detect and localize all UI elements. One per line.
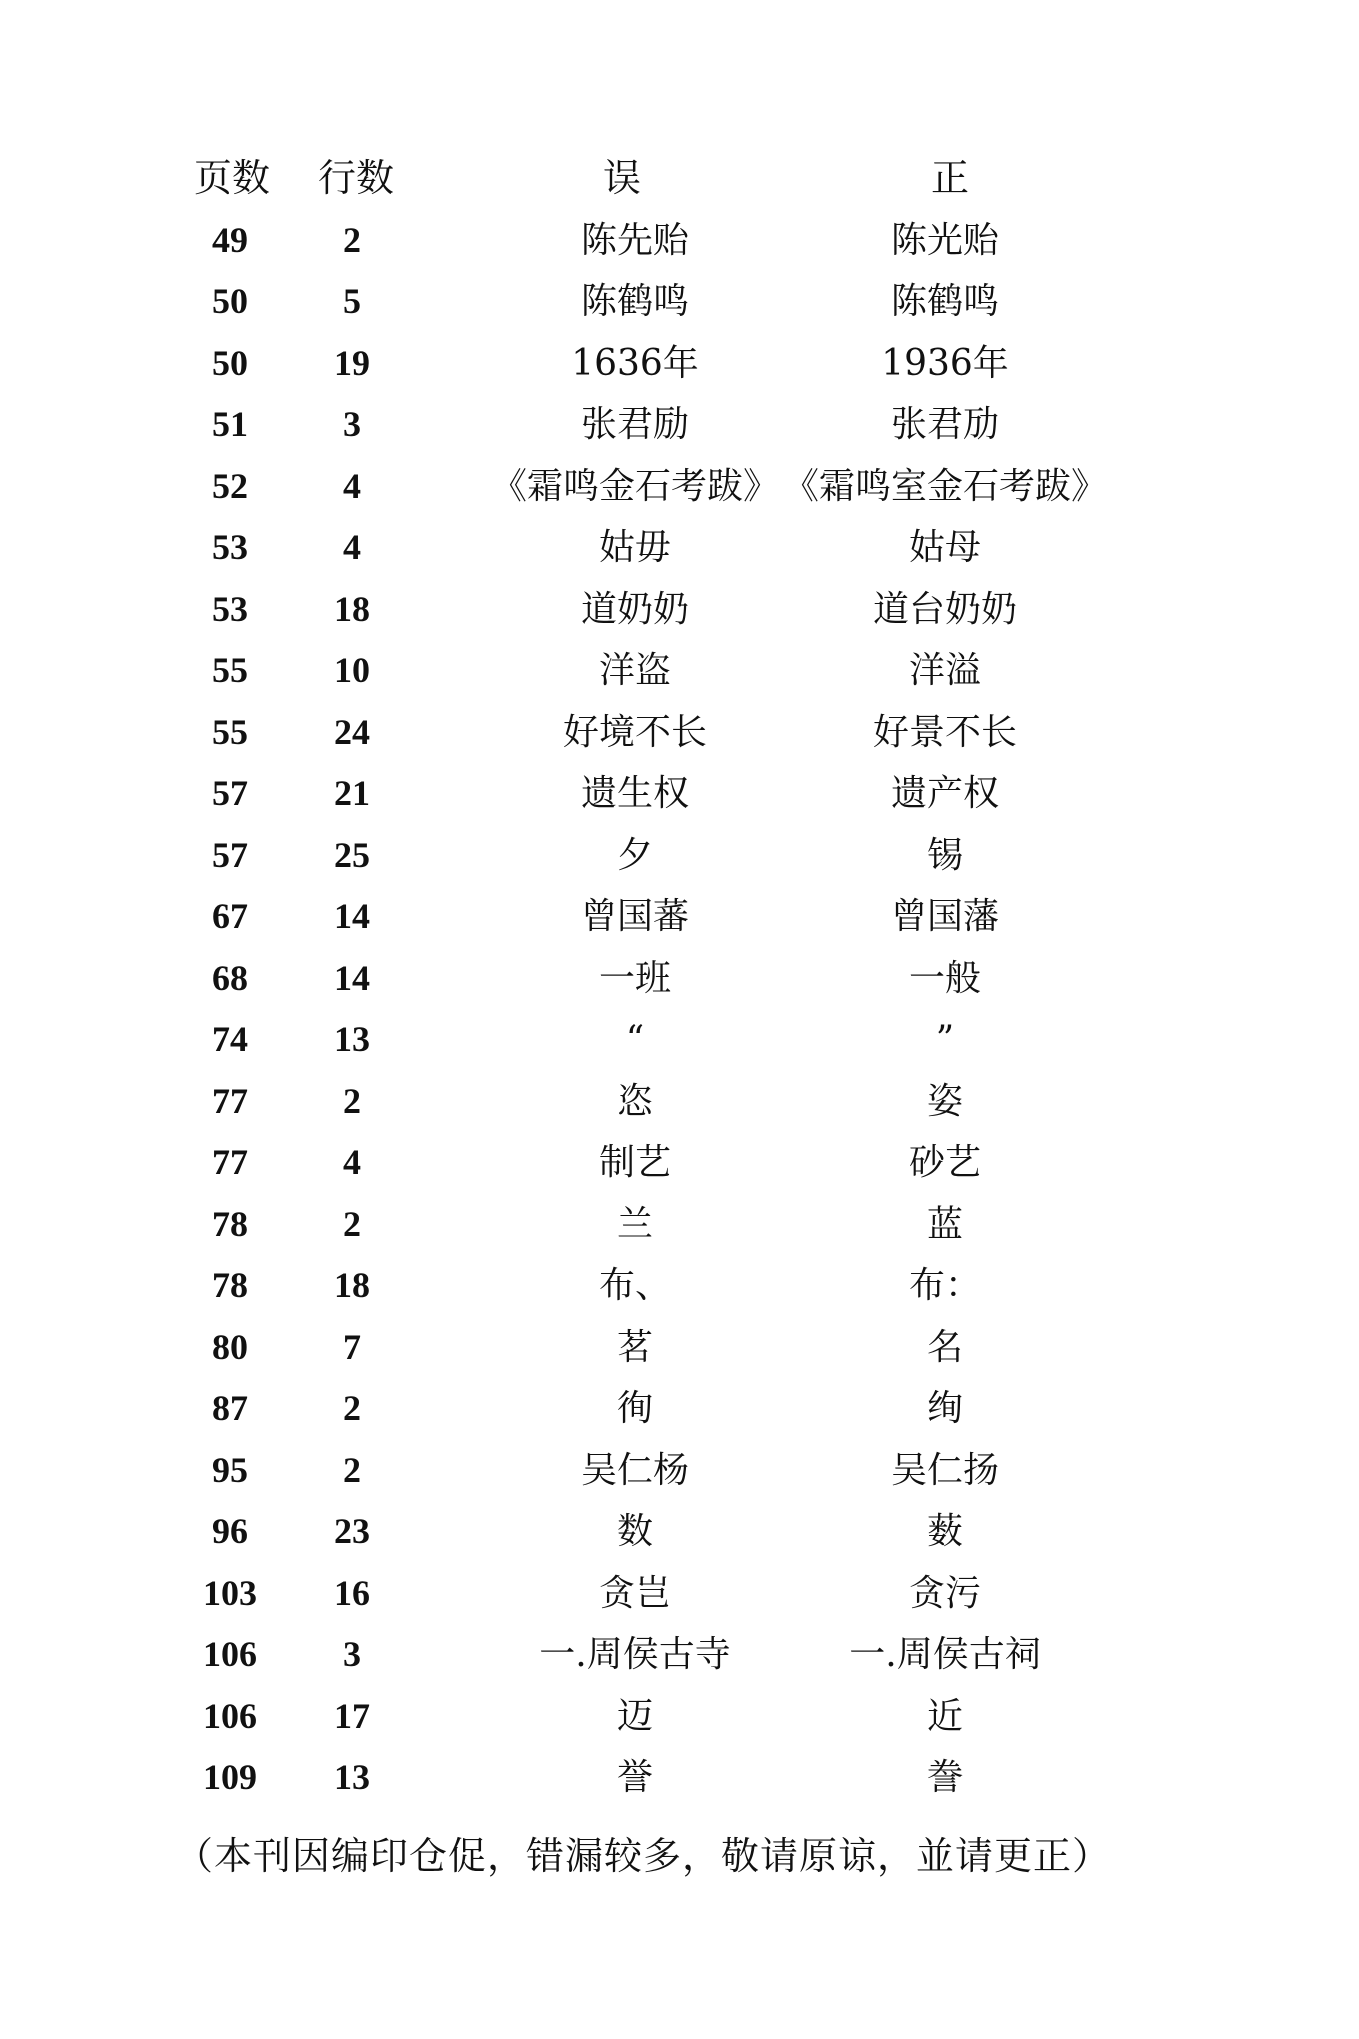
table-row (0, 702, 1359, 764)
cell-page: 96 (212, 1511, 248, 1551)
table-row (0, 456, 1359, 518)
table-row (0, 210, 1359, 272)
cell-line: 13 (334, 1019, 370, 1059)
cell-line: 14 (334, 896, 370, 936)
table-row (0, 1317, 1359, 1379)
cell-right: 锡 (926, 834, 964, 876)
table-row (0, 517, 1359, 579)
table-row (0, 640, 1359, 702)
cell-page: 57 (212, 773, 248, 813)
cell-wrong: 兰 (616, 1203, 654, 1245)
cell-line: 7 (343, 1326, 361, 1367)
cell-page: 78 (212, 1265, 248, 1305)
cell-right: ” (935, 1019, 955, 1060)
table-row (0, 271, 1359, 333)
cell-wrong: 1636年 (571, 342, 699, 384)
errata-table (0, 148, 1359, 1809)
table-row (0, 825, 1359, 887)
cell-wrong: 吴仁杨 (580, 1449, 690, 1491)
cell-right: 好景不长 (872, 711, 1018, 753)
footnote: （本刊因编印仓促，错漏较多，敬请原谅，並请更正） (175, 1834, 1112, 1878)
cell-line: 21 (334, 773, 370, 813)
cell-line: 2 (343, 219, 361, 260)
table-row (0, 1747, 1359, 1809)
cell-wrong: 数 (616, 1511, 654, 1552)
cell-right: 陈光贻 (890, 219, 1000, 261)
cell-page: 109 (203, 1757, 257, 1797)
cell-right: 一般 (908, 957, 982, 999)
cell-page: 87 (212, 1388, 248, 1428)
cell-right: 吴仁扬 (890, 1449, 1000, 1491)
cell-wrong: 誉 (616, 1757, 654, 1798)
cell-page: 77 (212, 1142, 248, 1182)
cell-page: 50 (212, 342, 248, 383)
cell-page: 55 (212, 711, 248, 752)
cell-right: 绚 (926, 1388, 964, 1429)
cell-right: 遗产权 (890, 773, 1000, 814)
cell-right: 誊 (926, 1757, 964, 1798)
cell-line: 2 (343, 1449, 361, 1490)
cell-page: 80 (212, 1326, 248, 1367)
cell-line: 19 (334, 342, 370, 383)
table-row (0, 1501, 1359, 1563)
table-row (0, 1009, 1359, 1071)
cell-right: 洋溢 (908, 650, 982, 691)
cell-line: 18 (334, 588, 370, 629)
cell-wrong: “ (625, 1019, 645, 1060)
cell-right: 姑母 (908, 527, 982, 568)
table-row (0, 333, 1359, 395)
cell-wrong: 《霜鸣金石考跋》 (490, 465, 780, 507)
cell-wrong: 茗 (616, 1326, 654, 1368)
header-wrong: 误 (602, 156, 642, 200)
table-row (0, 394, 1359, 456)
cell-line: 2 (343, 1203, 361, 1244)
cell-right: 布： (908, 1265, 982, 1306)
cell-line: 5 (343, 281, 361, 321)
cell-line: 17 (334, 1695, 370, 1736)
cell-right: 张君劢 (890, 404, 1000, 445)
cell-wrong: 夕 (616, 834, 654, 876)
cell-line: 4 (343, 465, 361, 506)
cell-right: 砂艺 (908, 1142, 982, 1183)
cell-page: 103 (203, 1572, 257, 1613)
table-body (0, 210, 1359, 1809)
cell-page: 77 (212, 1080, 248, 1121)
cell-page: 52 (212, 465, 248, 506)
table-row (0, 1132, 1359, 1194)
cell-line: 3 (343, 1634, 361, 1674)
cell-page: 53 (212, 588, 248, 629)
cell-page: 67 (212, 896, 248, 936)
table-row (0, 1194, 1359, 1256)
header-line: 行数 (317, 156, 395, 200)
table-row (0, 1255, 1359, 1317)
header-right: 正 (930, 156, 970, 200)
table-row (0, 886, 1359, 948)
cell-wrong: 遗生权 (580, 773, 690, 814)
table-row (0, 948, 1359, 1010)
cell-page: 106 (203, 1695, 257, 1736)
cell-wrong: 好境不长 (562, 711, 708, 753)
table-row (0, 1563, 1359, 1625)
cell-wrong: 制艺 (598, 1142, 672, 1183)
table-row (0, 579, 1359, 641)
cell-right: 姿 (926, 1080, 964, 1122)
cell-line: 4 (343, 527, 361, 567)
cell-wrong: 布、 (598, 1265, 672, 1306)
table-row (0, 1440, 1359, 1502)
cell-page: 55 (212, 650, 248, 690)
cell-line: 2 (343, 1080, 361, 1121)
cell-right: 陈鹤鸣 (890, 281, 1000, 322)
cell-right: 《霜鸣室金石考跋》 (782, 465, 1108, 507)
cell-page: 49 (212, 219, 248, 260)
cell-wrong: 徇 (616, 1388, 654, 1429)
cell-wrong: 曾国蕃 (580, 896, 690, 937)
cell-right: 1936年 (881, 342, 1009, 384)
table-row (0, 763, 1359, 825)
cell-right: 曾国藩 (890, 896, 1000, 937)
cell-page: 53 (212, 527, 248, 567)
cell-line: 23 (334, 1511, 370, 1551)
cell-page: 51 (212, 404, 248, 444)
cell-page: 95 (212, 1449, 248, 1490)
cell-line: 2 (343, 1388, 361, 1428)
cell-page: 68 (212, 957, 248, 998)
cell-wrong: 陈鹤鸣 (580, 281, 690, 322)
table-row (0, 1624, 1359, 1686)
cell-wrong: 洋盗 (598, 650, 672, 691)
cell-page: 106 (203, 1634, 257, 1674)
table-row (0, 1378, 1359, 1440)
cell-right: 道台奶奶 (872, 588, 1018, 630)
cell-right: 名 (926, 1326, 964, 1368)
cell-wrong: 一班 (598, 957, 672, 999)
cell-line: 25 (334, 834, 370, 875)
cell-line: 13 (334, 1757, 370, 1797)
cell-right: 近 (926, 1695, 964, 1737)
cell-wrong: 张君励 (580, 404, 690, 445)
cell-wrong: 恣 (616, 1080, 654, 1122)
table-row (0, 1686, 1359, 1748)
cell-wrong: 陈先贻 (580, 219, 690, 261)
cell-line: 10 (334, 650, 370, 690)
cell-line: 18 (334, 1265, 370, 1305)
cell-wrong: 一.周侯古寺 (539, 1634, 731, 1675)
cell-right: 薮 (926, 1511, 964, 1552)
table-row (0, 1071, 1359, 1133)
cell-wrong: 姑毋 (598, 527, 672, 568)
cell-line: 4 (343, 1142, 361, 1182)
cell-right: 贪污 (908, 1572, 982, 1614)
table-header (0, 148, 1359, 210)
header-page: 页数 (193, 156, 271, 200)
cell-wrong: 道奶奶 (580, 588, 690, 630)
cell-line: 16 (334, 1572, 370, 1613)
cell-line: 14 (334, 957, 370, 998)
cell-line: 24 (334, 711, 370, 752)
cell-page: 74 (212, 1019, 248, 1059)
cell-page: 57 (212, 834, 248, 875)
cell-page: 78 (212, 1203, 248, 1244)
cell-line: 3 (343, 404, 361, 444)
cell-right: 一.周侯古祠 (849, 1634, 1041, 1675)
cell-wrong: 迈 (616, 1695, 654, 1737)
cell-wrong: 贪岂 (598, 1572, 672, 1614)
cell-right: 蓝 (926, 1203, 964, 1245)
cell-page: 50 (212, 281, 248, 321)
